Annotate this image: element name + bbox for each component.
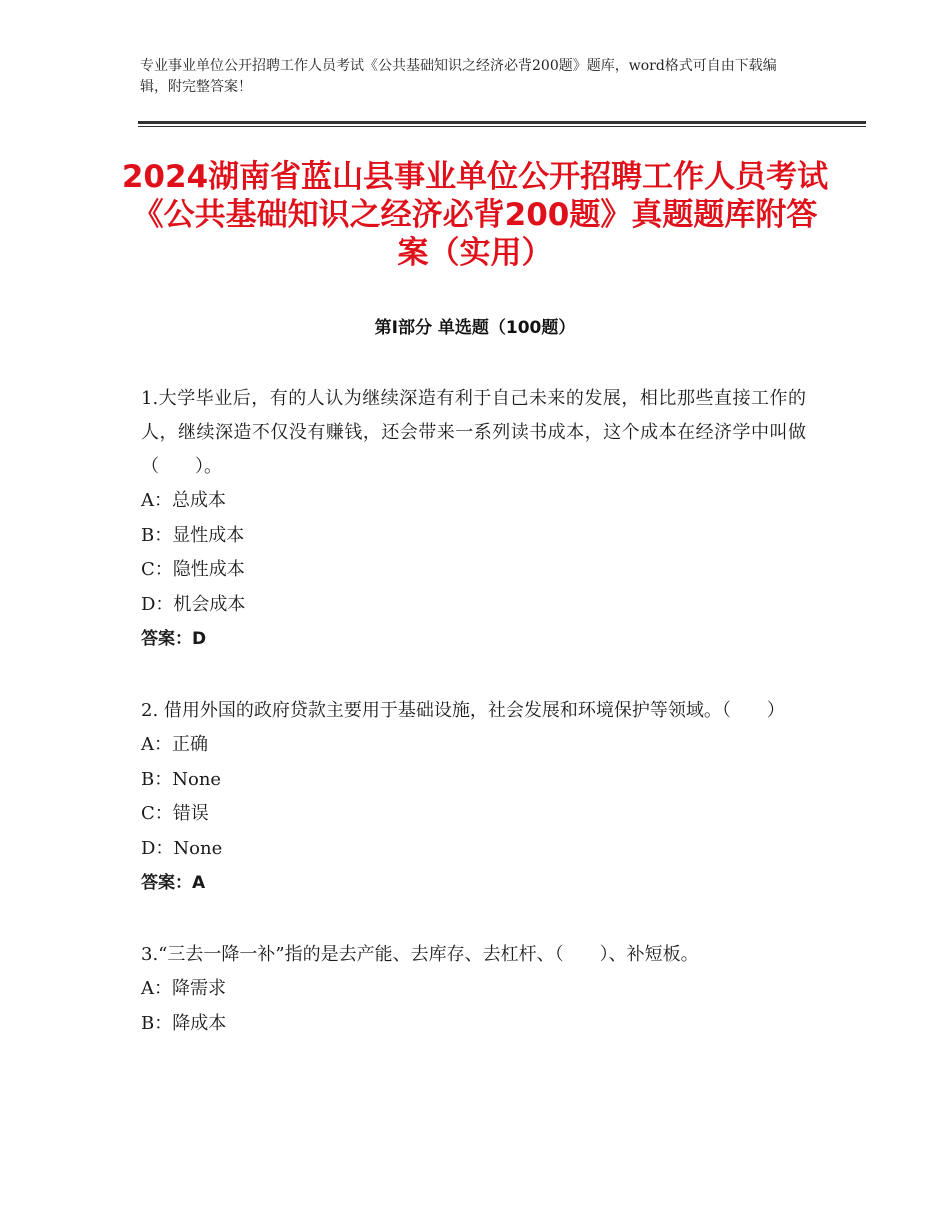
- option-list: [141, 484, 806, 622]
- option-c: C：隐性成本: [141, 559, 245, 580]
- option-b: B：None: [141, 768, 222, 790]
- section-title: 第Ⅰ部分 单选题（100题）: [374, 318, 576, 338]
- question-stem: 2. 借用外国的政府贷款主要用于基础设施，社会发展和环境保护等领域。（ ）: [141, 700, 785, 721]
- question-1: [141, 382, 806, 656]
- option-list: [141, 972, 806, 1041]
- option-b: B：降成本: [141, 1012, 227, 1034]
- document-title: 2024湖南省蓝山县事业单位公开招聘工作人员考试《公共基础知识之经济必背200题》真题题库附答案（实用）: [121, 159, 829, 271]
- option-c: C：错误: [141, 803, 209, 824]
- header-divider: [138, 121, 866, 127]
- option-d: D：None: [141, 837, 223, 859]
- question-2: [141, 694, 806, 900]
- question-stem: 1.大学毕业后，有的人认为继续深造有利于自己未来的发展，相比那些直接工作的人，继续深造不仅没有赚钱，还会带来一系列读书成本，这个成本在经济学中叫做（ ）。: [141, 388, 806, 477]
- question-3: [141, 938, 806, 1041]
- answer-line: 答案：A: [141, 873, 206, 893]
- question-list: [141, 382, 806, 1079]
- option-d: D：机会成本: [141, 593, 246, 615]
- option-a: A：总成本: [141, 490, 226, 511]
- header-note: 专业事业单位公开招聘工作人员考试《公共基础知识之经济必背200题》题库，word格式可自由下载编辑，附完整答案！: [140, 58, 777, 95]
- option-a: A：降需求: [141, 978, 226, 999]
- answer-line: 答案：D: [141, 629, 207, 649]
- option-b: B：显性成本: [141, 524, 245, 546]
- option-list: [141, 728, 806, 866]
- option-a: A：正确: [141, 734, 208, 755]
- question-stem: 3.“三去一降一补”指的是去产能、去库存、去杠杆、（ ）、补短板。: [141, 944, 699, 965]
